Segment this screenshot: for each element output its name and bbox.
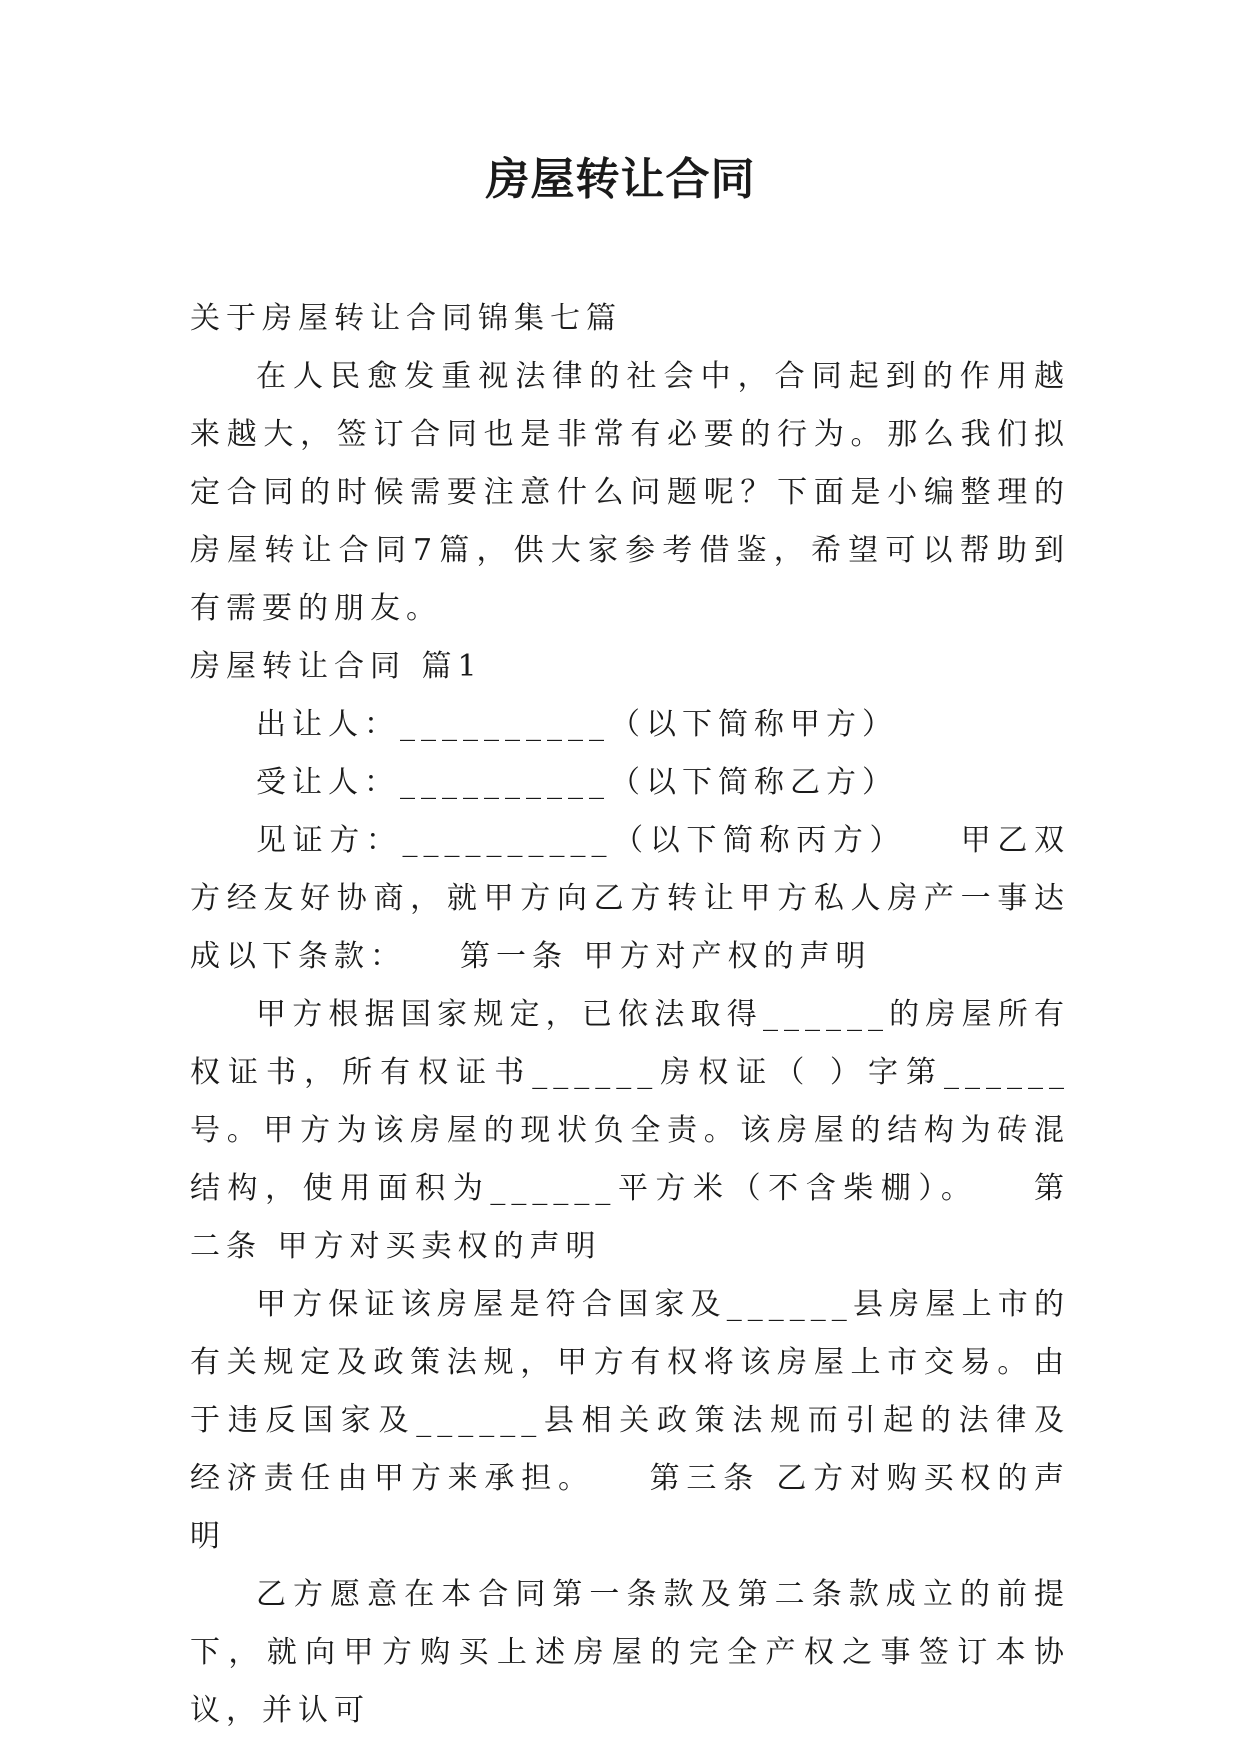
article2-paragraph xyxy=(190,1276,1070,1566)
negotiation-text: 甲乙双方经友好协商，就甲方向乙方转让甲方私人房产一事达成以下条款： xyxy=(190,823,1070,974)
article3-heading: 第三条 乙方对购买权的声明 xyxy=(190,1461,1070,1554)
intro-paragraph: 在人民愈发重视法律的社会中，合同起到的作用越来越大，签订合同也是非常有必要的行为。那么我们拟定合同的时候需要注意什么问题呢？下面是小编整理的房屋转让合同7篇，供大家参考借鉴，希望可以帮助到有需要的朋友。 xyxy=(190,359,1070,626)
article3-body: 乙方愿意在本合同第一条款及第二条款成立的前提下，就向甲方购买上述房屋的完全产权之事签订本协议，并认可 xyxy=(190,1577,1070,1728)
party-witness: 见证方：__________（以下简称丙方） xyxy=(256,823,907,858)
party-witness-paragraph xyxy=(190,812,1070,986)
article1-paragraph xyxy=(190,986,1070,1276)
document-subtitle: 关于房屋转让合同锦集七篇 xyxy=(190,301,622,336)
party-transferee: 受让人：__________（以下简称乙方） xyxy=(256,765,898,800)
article2-heading: 第二条 甲方对买卖权的声明 xyxy=(190,1171,1071,1264)
article1-body: 甲方根据国家规定，已依法取得______的房屋所有权证书，所有权证书______房权证（ ）字第______ 号。甲方为该房屋的现状负全责。该房屋的结构为砖混结构，使用面积为______平方米（不含柴棚）。 xyxy=(190,997,1070,1206)
article1-heading: 第一条 甲方对产权的声明 xyxy=(460,939,872,974)
article2-body: 甲方保证该房屋是符合国家及______县房屋上市的有关规定及政策法规，甲方有权将该房屋上市交易。由于违反国家及______县相关政策法规而引起的法律及经济责任由甲方来承担。 xyxy=(190,1287,1070,1496)
document-body xyxy=(190,290,1070,1740)
section-heading: 房屋转让合同 篇1 xyxy=(190,649,483,684)
party-transferor: 出让人：__________（以下简称甲方） xyxy=(256,707,898,742)
document-title: 房屋转让合同 xyxy=(485,154,756,205)
